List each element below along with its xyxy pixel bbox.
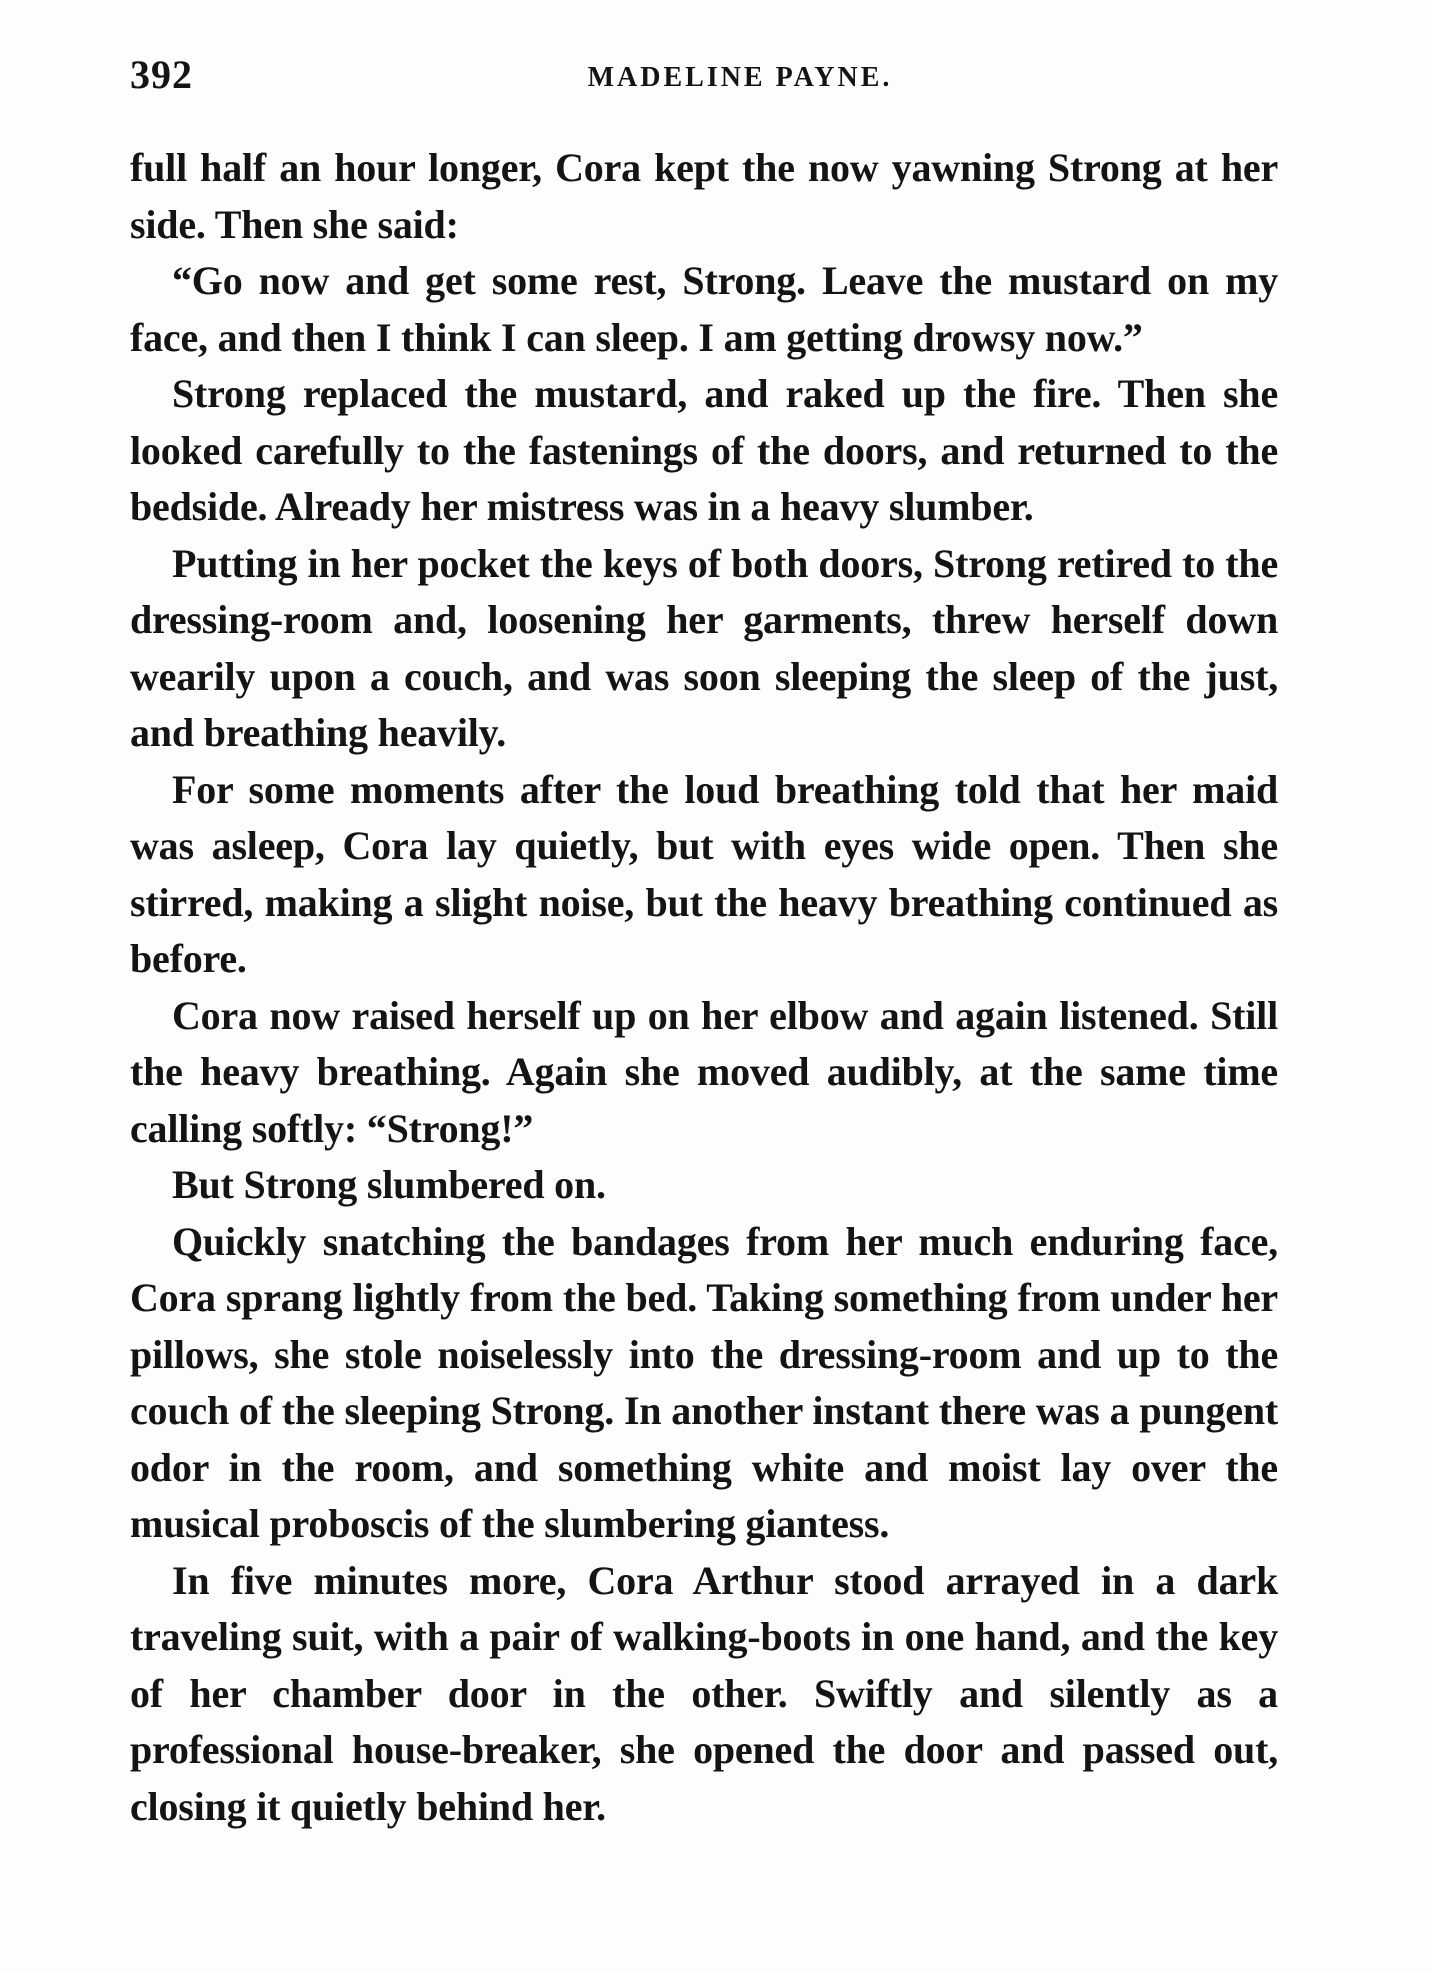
page-header	[130, 50, 1280, 100]
paragraph-7: But Strong slumbered on.	[172, 1162, 606, 1207]
body-text	[130, 140, 1278, 1835]
paragraph-5: For some moments after the loud breathing told that her maid was asleep, Cora lay quietly, but with eyes wide open. Then she stirred, making a slight noise, but the heavy breathing continued as before.	[130, 766, 1278, 981]
paragraph-2: “Go now and get some rest, Strong. Leave the mustard on my face, and then I think I can sleep. I am getting drowsy now.”	[130, 258, 1278, 360]
paragraph-1: full half an hour longer, Cora kept the now yawning Strong at her side. Then she said:	[130, 145, 1278, 247]
running-head: MADELINE PAYNE.	[587, 62, 893, 93]
paragraph-9: In five minutes more, Cora Arthur stood arrayed in a dark traveling suit, with a pair of walking-boots in one hand, and the key of her chamber door in the other. Swiftly and silently as a professional house-breaker, she opened the door and passed out, closing it quietly behind her.	[130, 1557, 1278, 1829]
paragraph-8: Quickly snatching the bandages from her much enduring face, Cora sprang lightly from the bed. Taking something from under her pillows, she stole noiselessly into the dressing-room and up to the couch of the sleeping Strong. In another instant there was a pungent odor in the room, and something white and moist lay over the musical proboscis of the slumbering giantess.	[130, 1218, 1278, 1546]
page-number: 392	[130, 52, 193, 97]
paragraph-6: Cora now raised herself up on her elbow and again listened. Still the heavy breathing. Again she moved audibly, at the same time calling softly: “Strong!”	[130, 992, 1278, 1151]
paragraph-3: Strong replaced the mustard, and raked up the fire. Then she looked carefully to the fastenings of the doors, and returned to the bedside. Already her mistress was in a heavy slumber.	[130, 371, 1278, 529]
paragraph-4: Putting in her pocket the keys of both doors, Strong retired to the dressing-room and, loosening her garments, threw herself down wearily upon a couch, and was soon sleeping the sleep of the just, and breathing heavily.	[130, 540, 1278, 755]
